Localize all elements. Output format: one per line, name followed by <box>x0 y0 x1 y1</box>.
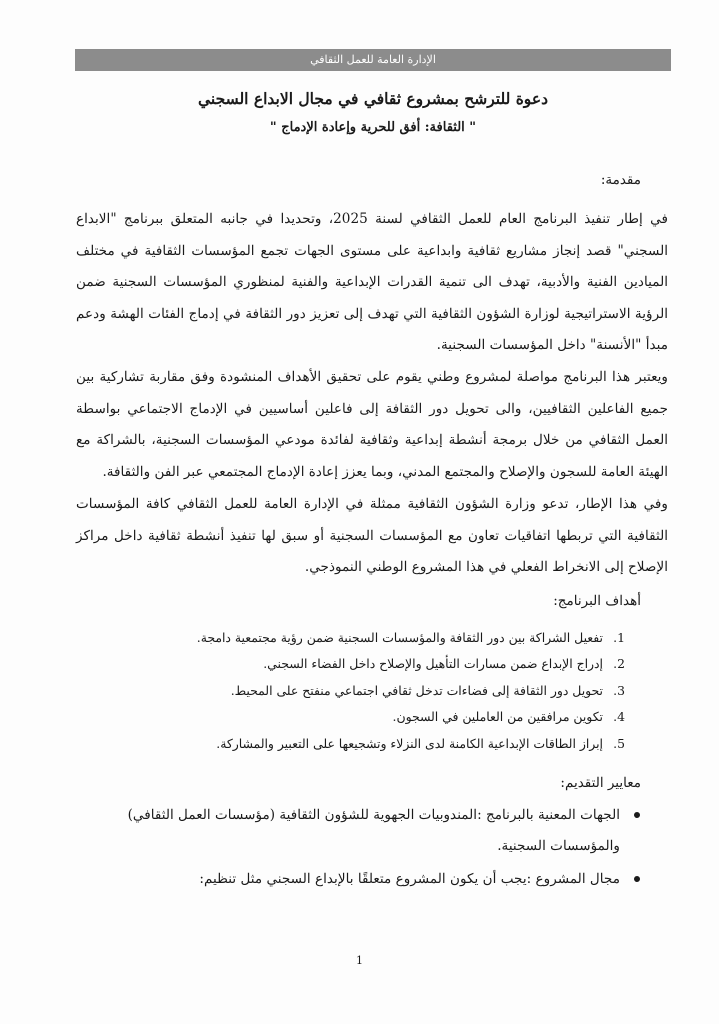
header-banner: الإدارة العامة للعمل الثقافي <box>75 49 671 71</box>
goal-item: 2. إدراج الإبداع ضمن مسارات التأهيل والإصلاح داخل الفضاء السجني. <box>263 656 625 672</box>
goal-item: 3. تحويل دور الثقافة إلى فضاءات تدخل ثقافي اجتماعي منفتح على المحيط. <box>230 682 625 698</box>
intro-paragraph-2: ويعتبر هذا البرنامج مواصلة لمشروع وطني يقوم على تحقيق الأهداف المنشودة وفق مقاربة تشاركية بين جميع الفاعلين الثقافيين، والى تحويل دور الثقافة إلى فاعلين أساسيين في الإدماج الاجتماعي بواسطة العمل الثقافي من خلال برمجة أنشطة إبداعية وثقافية لفائدة مودعي المؤسسات السجنية، بالشراكة مع الهيئة العامة للسجون والإصلاح والمجتمع المدني، وبما يعزز إعادة الإدماج المجتمعي عبر الفن والثقافة. <box>76 369 668 480</box>
goal-item: 1. تفعيل الشراكة بين دور الثقافة والمؤسسات السجنية ضمن رؤية مجتمعية دامجة. <box>196 630 625 645</box>
criteria-heading: معايير التقديم: <box>560 775 641 791</box>
bullet-icon <box>634 876 640 882</box>
document-subtitle: " الثقافة: أفق للحرية وإعادة الإدماج " <box>269 120 477 135</box>
goal-item: 5. إبراز الطاقات الإبداعية الكامنة لدى النزلاء وتشجيعها على التعبير والمشاركة. <box>216 735 625 751</box>
goals-list <box>120 625 625 757</box>
criteria-item: مجال المشروع :يجب أن يكون المشروع متعلقًا بالإبداع السجني مثل تنظيم: <box>76 864 644 895</box>
page-number: 1 <box>356 954 363 967</box>
criteria-list <box>76 800 644 897</box>
document-title: دعوة للترشح بمشروع ثقافي في مجال الابداع السجني <box>198 89 548 108</box>
intro-paragraph-3: وفي هذا الإطار، تدعو وزارة الشؤون الثقافية ممثلة في الإدارة العامة للعمل الثقافي كافة المؤسسات الثقافية التي تربطها اتفاقيات تعاون مع المؤسسات السجنية أو سبق لها تنفيذ أنشطة ثقافية داخل مراكز الإصلاح إلى الانخراط الفعلي في هذا المشروع الوطني النموذجي. <box>76 496 668 576</box>
intro-heading: مقدمة: <box>600 172 641 188</box>
intro-paragraph-1: في إطار تنفيذ البرنامج العام للعمل الثقافي لسنة 2025، وتحديدا في جانبه المتعلق ببرنامج "الابداع السجني" قصد إنجاز مشاريع ثقافية وابداعية على مستوى الجهات تجمع المؤسسات الثقافية في مختلف الميادين الفنية والأدبية، تهدف الى تنمية القدرات الإبداعية والفنية لمنظوري المؤسسات السجنية ضمن الرؤية الاستراتيجية لوزارة الشؤون الثقافية التي تهدف إلى تعزيز دور الثقافة في إدماج الفئات الهشة ودعم مبدأ "الأنسنة" داخل المؤسسات السجنية. <box>76 211 668 354</box>
criteria-item: الجهات المعنية بالبرنامج :المندوبيات الجهوية للشؤون الثقافية (مؤسسات العمل الثقافي) والمؤسسات السجنية. <box>76 800 644 862</box>
goals-heading: أهداف البرنامج: <box>553 593 641 609</box>
bullet-icon <box>634 812 640 818</box>
goal-item: 4. تكوين مرافقين من العاملين في السجون. <box>392 709 625 725</box>
